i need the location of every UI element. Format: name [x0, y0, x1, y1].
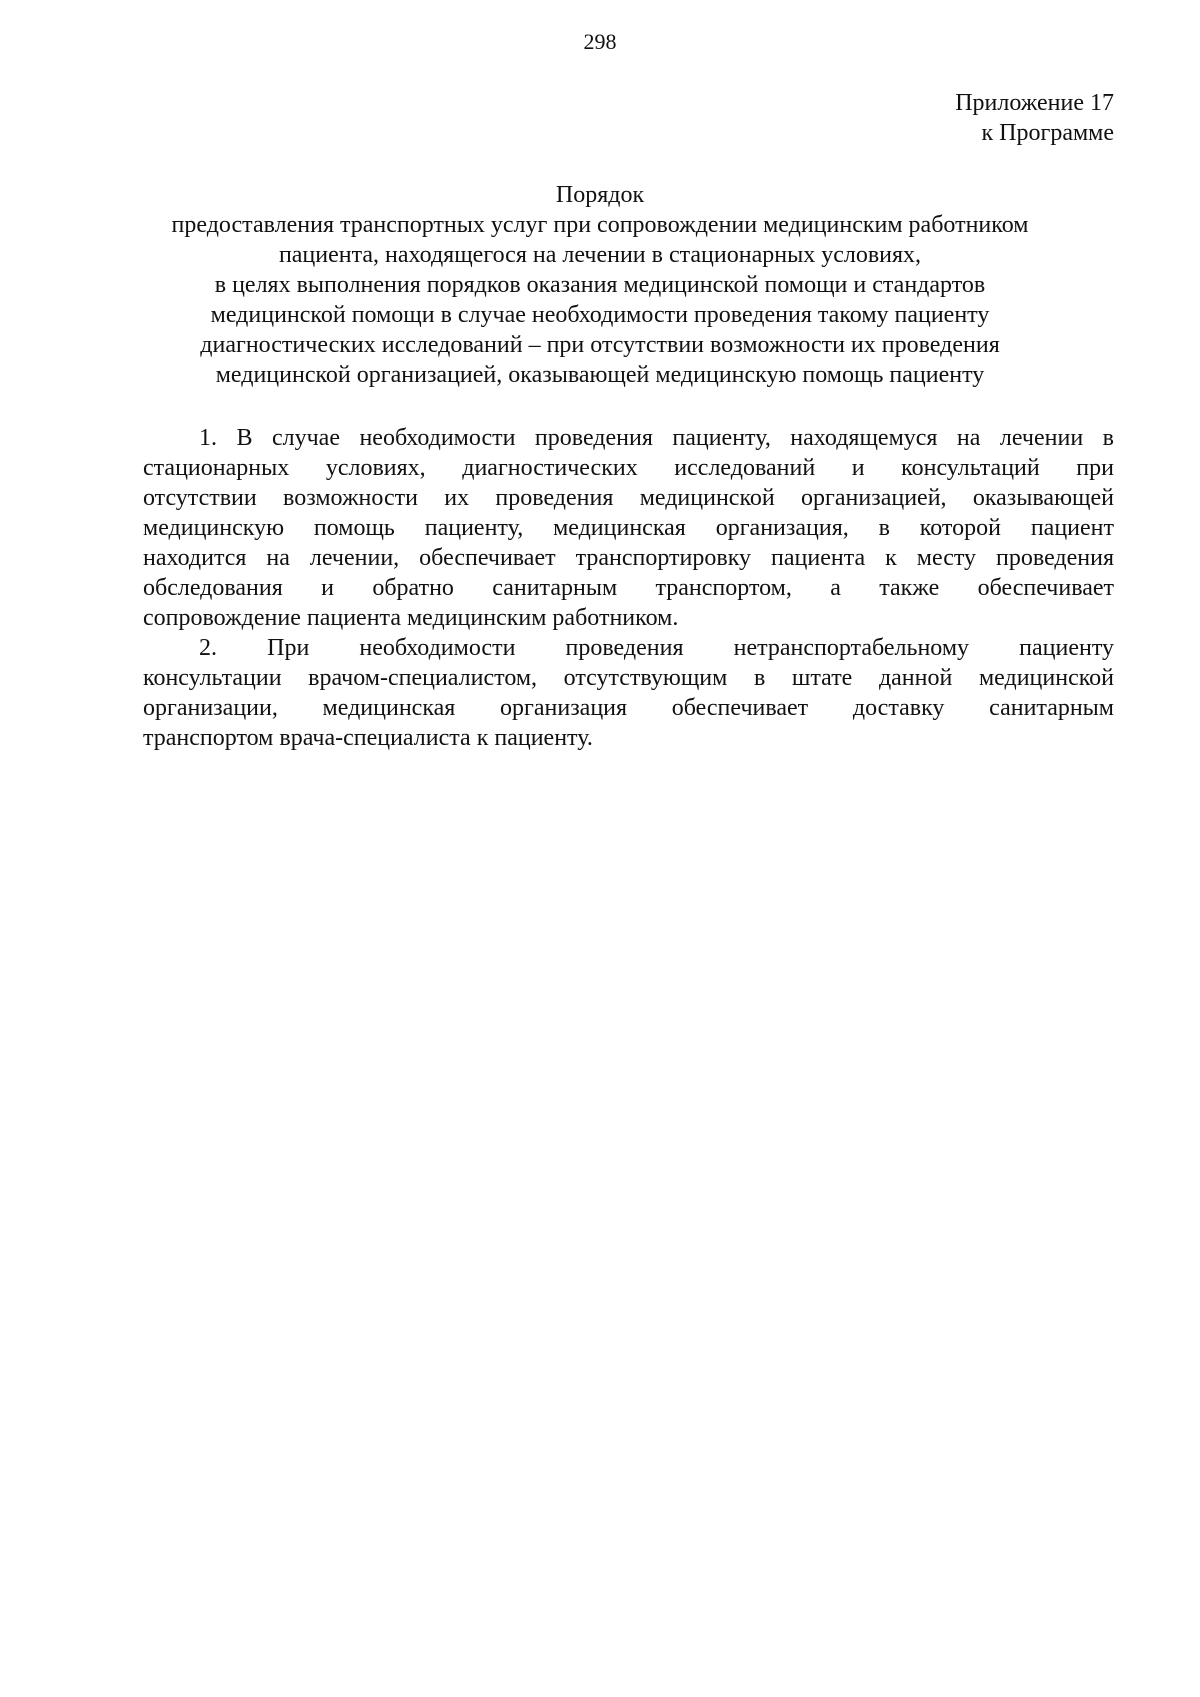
appendix-reference [955, 88, 1114, 148]
paragraph-line: 1. В случае необходимости проведения пациенту, находящемуся на лечении в [199, 425, 1114, 451]
document-title [100, 180, 1100, 390]
title-line: медицинской помощи в случае необходимости проведения такому пациенту [210, 302, 990, 328]
paragraph-1 [143, 423, 1114, 633]
paragraph-2 [143, 633, 1114, 753]
title-heading: Порядок [555, 182, 645, 208]
paragraph-line: стационарных условиях, диагностических исследований и консультаций при [143, 455, 1114, 481]
document-body [143, 423, 1114, 753]
paragraph-line: 2. При необходимости проведения нетранспортабельному пациенту [199, 635, 1114, 661]
title-line: в целях выполнения порядков оказания медицинской помощи и стандартов [214, 272, 986, 298]
title-line: пациента, находящегося на лечении в стационарных условиях, [278, 242, 922, 268]
title-line: диагностических исследований – при отсутствии возможности их проведения [200, 332, 1000, 358]
paragraph-line: транспортом врача-специалиста к пациенту. [143, 725, 593, 751]
paragraph-line: медицинскую помощь пациенту, медицинская организация, в которой пациент [143, 515, 1114, 541]
title-line: предоставления транспортных услуг при сопровождении медицинским работником [171, 212, 1029, 238]
paragraph-line: консультации врачом-специалистом, отсутствующим в штате данной медицинской [143, 665, 1114, 691]
paragraph-line: находится на лечении, обеспечивает транспортировку пациента к месту проведения [143, 545, 1114, 571]
title-line: медицинской организацией, оказывающей медицинскую помощь пациенту [215, 362, 985, 388]
paragraph-line: отсутствии возможности их проведения медицинской организацией, оказывающей [143, 485, 1114, 511]
paragraph-line: сопровождение пациента медицинским работником. [143, 605, 679, 631]
appendix-number: Приложение 17 [955, 90, 1114, 116]
paragraph-line: обследования и обратно санитарным транспортом, а также обеспечивает [143, 575, 1114, 601]
paragraph-line: организации, медицинская организация обеспечивает доставку санитарным [143, 695, 1114, 721]
appendix-program: к Программе [981, 120, 1114, 146]
page-number: 298 [583, 29, 617, 54]
